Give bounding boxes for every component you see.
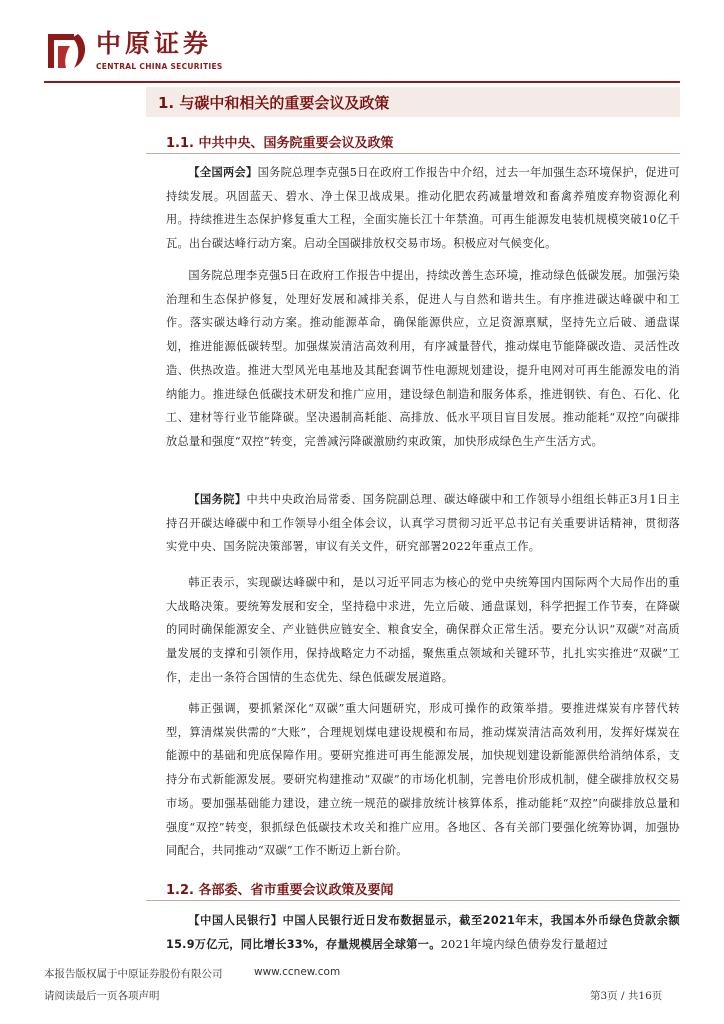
paragraph-state-council [166,488,680,559]
paragraph-lianghui [166,161,680,256]
paragraph-tag: 【全国两会】 [188,165,258,179]
paragraph-text: 中共中央政治局常委、国务院副总理、碳达峰碳中和工作领导小组组长韩正3月1日主持召开碳达峰碳中和工作领导小组全体会议，认真学习贯彻习近平总书记有关重要讲话精神，贯彻落实党中央、国务院决策部署，审议有关文件，研究部署2022年重点工作。 [166,493,680,554]
section-heading: 1. 与碳中和相关的重要会议及政策 [158,94,390,112]
paragraph-work-report [166,264,680,454]
paragraph-han-zheng-2 [166,697,680,863]
logo-chinese-text: 中原证券 [96,29,213,58]
footer-page-number: 第3页 / 共16页 [590,990,663,1002]
paragraph-text: 国务院总理李克强5日在政府工作报告中提出，持续改善生态环境，推动绿色低碳发展。加强污染治理和生态保护修复，处理好发展和减排关系，促进人与自然和谐共生。有序推进碳达峰碳中和工作。落实碳达峰行动方案。推动能源革命，确保能源供应，立足资源禀赋，坚持先立后破、通盘谋划，推进能源低碳转型。加强煤炭清洁高效利用，有序减量替代，推动煤电节能降碳改造、灵活性改造、供热改造。推进大型风光电基地及其配套调节性电源规划建设，提升电网对可再生能源发电的消纳能力。推进绿色低碳技术研发和推广应用，建设绿色制造和服务体系，推进钢铁、有色、石化、化工、建材等行业节能降碳。坚决遏制高耗能、高排放、低水平项目盲目发展。推动能耗“双控”向碳排放总量和强度“双控”转变，完善减污降碳激励约束政策，加快形成绿色生产生活方式。 [166,269,680,448]
subsection-heading-1-2: 1.2. 各部委、省市重要会议政策及要闻 [166,883,394,898]
footer-disclaimer: 请阅读最后一页各项声明 [44,990,160,1002]
paragraph-text: 韩正表示，实现碳达峰碳中和，是以习近平同志为核心的党中央统筹国内国际两个大局作出的重大战略决策。要统筹发展和安全，坚持稳中求进，先立后破、通盘谋划，科学把握工作节奏，在降碳的同时确保能源安全、产业链供应链安全、粮食安全，确保群众正常生活。要充分认识“双碳”对高质量发展的支撑和引领作用，保持战略定力不动摇，聚焦重点领域和关键环节，扎扎实实推进“双碳”工作，走出一条符合国情的生态优先、绿色低碳发展道路。 [166,576,680,684]
paragraph-tag: 【国务院】 [188,492,247,506]
paragraph-tag: 【中国人民银行】 [188,913,283,927]
subsection-divider [146,900,680,901]
paragraph-text: 2021年境内绿色债券发行量超过 [440,937,609,951]
footer-copyright: 本报告版权属于中原证券股份有限公司 [44,968,223,980]
paragraph-pboc [166,909,680,957]
subsection-divider [146,153,680,154]
header-divider [44,81,680,83]
page-header [0,0,724,80]
paragraph-text: 国务院总理李克强5日在政府工作报告中介绍，过去一年加强生态环境保护，促进可持续发展。巩固蓝天、碧水、净土保卫战成果。推动化肥农药减量增效和畜禽养殖废弃物资源化利用。持续推进生态保护修复重大工程，全面实施长江十年禁渔。可再生能源发电装机规模突破10亿千瓦。出台碳达峰行动方案。启动全国碳排放权交易市场。积极应对气候变化。 [166,166,680,251]
company-logo-icon [44,28,90,74]
paragraph-bold-text: 中国人民银行近日发布数据显示，截至2021年末，我国本外币绿色贷款余额15.9万亿元，同比增长33%，存量规模居全球第一。 [166,914,680,951]
logo-english-text: CENTRAL CHINA SECURITIES [96,62,223,71]
paragraph-han-zheng-1 [166,571,680,690]
paragraph-text: 韩正强调，要抓紧深化“双碳”重大问题研究，形成可操作的政策举措。要推进煤炭有序替代转型，算清煤炭供需的“大账”，合理规划煤电建设规模和布局，推动煤炭清洁高效利用，发挥好煤炭在能源中的基础和兜底保障作用。要研究推进可再生能源发展，加快规划建设新能源供给消纳体系，支持分布式新能源发展。要研究构建推动“双碳”的市场化机制，完善电价形成机制，健全碳排放权交易市场。要加强基础能力建设，建立统一规范的碳排放统计核算体系，推动能耗“双控”向碳排放总量和强度“双控”转变，狠抓绿色低碳技术攻关和推广应用。各地区、各有关部门要强化统筹协调，加强协同配合，共同推动“双碳”工作不断迈上新台阶。 [166,702,680,858]
section-heading-bar [146,87,680,117]
subsection-heading-1-1: 1.1. 中共中央、国务院重要会议及政策 [166,136,394,151]
footer-website: www.ccnew.com [254,966,341,978]
